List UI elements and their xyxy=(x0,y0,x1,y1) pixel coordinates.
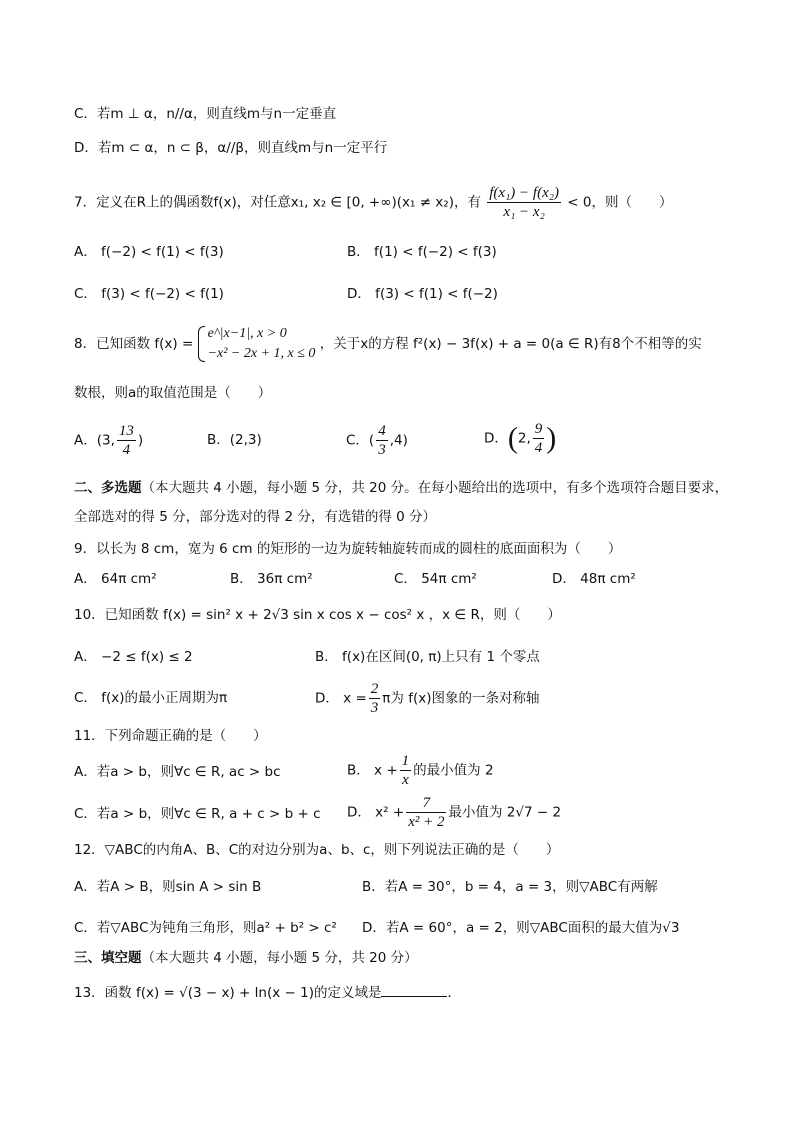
q10-option-a: A． −2 ≤ f(x) ≤ 2 xyxy=(74,649,193,665)
q7-frac-denominator: x₁ − x₂ xyxy=(503,204,545,220)
q8-case-1: e^|x−1|, x > 0 xyxy=(207,326,287,341)
q10-d-num: 2 xyxy=(370,681,379,697)
q11-b-den: x xyxy=(402,772,409,788)
q11-b-num: 1 xyxy=(401,753,410,769)
q12-option-b: B．若A = 30°，b = 4，a = 3，则▽ABC有两解 xyxy=(362,879,658,895)
q11-option-d-post: 最小值为 2√7 − 2 xyxy=(448,804,562,821)
q10-option-d-frac xyxy=(369,680,381,717)
q13-stem-end: ． xyxy=(447,985,461,1001)
q8-option-d-pre: D． xyxy=(484,430,508,447)
q8-d-num: 9 xyxy=(534,421,543,437)
q8-a-den: 4 xyxy=(122,442,131,458)
q10-stem: 10．已知函数 f(x) = sin² x + 2√3 sin x cos x − cos² x ，x ∈ R，则（ ） xyxy=(74,607,561,623)
q10-option-b: B． f(x)在区间(0, π)上只有 1 个零点 xyxy=(315,649,540,665)
q8-option-d-frac xyxy=(533,420,545,457)
q10-option-d xyxy=(315,680,539,717)
q8-stem-mid: ，关于x的方程 f²(x) − 3f(x) + a = 0(a ∈ R)有8个不相等的实 xyxy=(319,336,702,352)
q12-stem: 12．▽ABC的内角A、B、C的对边分别为a、b、c，则下列说法正确的是（ ） xyxy=(74,842,560,858)
q8-d-den: 4 xyxy=(534,440,543,456)
section-2-note: （本大题共 4 小题，每小题 5 分，共 20 分。在每小题给出的选项中，有多个选项符合题目要求， xyxy=(141,480,729,496)
section-3-title: 三、填空题 xyxy=(74,950,142,966)
q8-option-c-frac xyxy=(376,422,388,459)
q8-option-a-pre: A．(3, xyxy=(74,432,115,449)
q13-answer-blank[interactable] xyxy=(381,982,447,997)
q8-option-c-pre: C．( xyxy=(346,432,375,449)
q10-option-d-pre: D． x = xyxy=(315,690,367,707)
q9-stem: 9．以长为 8 cm，宽为 6 cm 的矩形的一边为旋转轴旋转而成的圆柱的底面面积为（ ） xyxy=(74,541,622,557)
q8-piecewise-function xyxy=(198,324,316,364)
q9-option-b: B． 36π cm² xyxy=(230,571,313,587)
q7-option-c: C． f(3) < f(−2) < f(1) xyxy=(74,286,224,302)
q8-option-c-post: ,4) xyxy=(389,432,408,449)
q8-d-paren-left: ( xyxy=(507,421,518,455)
q7-option-b: B． f(1) < f(−2) < f(3) xyxy=(347,244,497,260)
q11-option-b-post: 的最小值为 2 xyxy=(413,762,494,779)
q10-d-den: 3 xyxy=(370,700,379,716)
q12-option-a: A．若A > B，则sin A > sin B xyxy=(74,879,262,895)
q6-option-c: C．若m ⊥ α，n//α，则直线m与n一定垂直 xyxy=(74,106,337,122)
section-2-title: 二、多选题 xyxy=(74,480,142,496)
q10-option-d-post: π为 f(x)图象的一条对称轴 xyxy=(382,690,540,707)
q11-option-b xyxy=(347,752,494,789)
q7-stem xyxy=(74,184,672,221)
q12-option-c: C．若▽ABC为钝角三角形，则a² + b² > c² xyxy=(74,920,337,936)
q7-option-a: A． f(−2) < f(1) < f(3) xyxy=(74,244,224,260)
q8-option-a xyxy=(74,422,143,459)
q11-option-a: A．若a > b，则∀c ∈ R, ac > bc xyxy=(74,764,281,780)
q11-option-b-pre: B． x + xyxy=(347,762,398,779)
q11-d-num: 7 xyxy=(406,794,446,813)
section-2-note-cont: 全部选对的得 5 分，部分选对的得 2 分，有选错的得 0 分） xyxy=(74,509,437,525)
section-3-header xyxy=(74,948,418,968)
q8-option-d xyxy=(484,420,556,457)
q7-fraction xyxy=(487,184,561,221)
q8-stem xyxy=(74,324,702,364)
q8-stem-text: 8．已知函数 f(x) = xyxy=(74,336,194,352)
q12-option-d: D．若A = 60°，a = 2，则▽ABC面积的最大值为√3 xyxy=(362,920,680,936)
q8-option-a-post: ) xyxy=(137,432,144,449)
q7-stem-end: < 0，则（ ） xyxy=(567,194,673,211)
q7-option-d: D． f(3) < f(1) < f(−2) xyxy=(347,286,498,302)
q10-option-c: C． f(x)的最小正周期为π xyxy=(74,690,228,706)
q11-option-d-pre: D． x² + xyxy=(347,804,405,821)
q11-stem: 11．下列命题正确的是（ ） xyxy=(74,728,267,744)
q11-option-d-frac xyxy=(406,794,446,831)
q8-option-b: B．(2,3) xyxy=(207,432,262,448)
q8-stem-cont: 数根，则a的取值范围是（ ） xyxy=(74,385,272,401)
q8-a-num: 13 xyxy=(118,423,134,439)
q8-case-2: −x² − 2x + 1, x ≤ 0 xyxy=(207,346,316,361)
q7-stem-text: 7．定义在R上的偶函数f(x)，对任意x₁, x₂ ∈ [0, +∞)(x₁ ≠ x₂)，有 xyxy=(74,194,481,211)
q8-option-d-in: 2, xyxy=(517,430,531,447)
q13-stem-text: 13．函数 f(x) = √(3 − x) + ln(x − 1)的定义域是 xyxy=(74,985,382,1001)
q11-option-c: C．若a > b，则∀c ∈ R, a + c > b + c xyxy=(74,806,321,822)
q9-option-d: D． 48π cm² xyxy=(552,571,636,587)
q7-frac-numerator: f(x₁) − f(x₂) xyxy=(489,185,559,201)
section-3-note: （本大题共 4 小题，每小题 5 分，共 20 分） xyxy=(141,950,418,966)
q6-option-d: D．若m ⊂ α，n ⊂ β，α//β，则直线m与n一定平行 xyxy=(74,140,388,156)
q9-option-a: A． 64π cm² xyxy=(74,571,157,587)
q8-c-den: 3 xyxy=(378,442,386,458)
q8-option-c xyxy=(346,422,408,459)
q9-option-c: C． 54π cm² xyxy=(394,571,477,587)
q13-stem xyxy=(74,982,461,1003)
q8-d-paren-right: ) xyxy=(546,421,557,455)
q8-c-num: 4 xyxy=(378,423,386,439)
section-2-header xyxy=(74,478,728,498)
q11-option-d xyxy=(347,794,561,831)
q8-brace xyxy=(198,326,205,362)
q11-d-den: x² + 2 xyxy=(408,814,445,830)
q11-option-b-frac xyxy=(400,752,412,789)
q8-option-a-frac xyxy=(117,422,136,459)
